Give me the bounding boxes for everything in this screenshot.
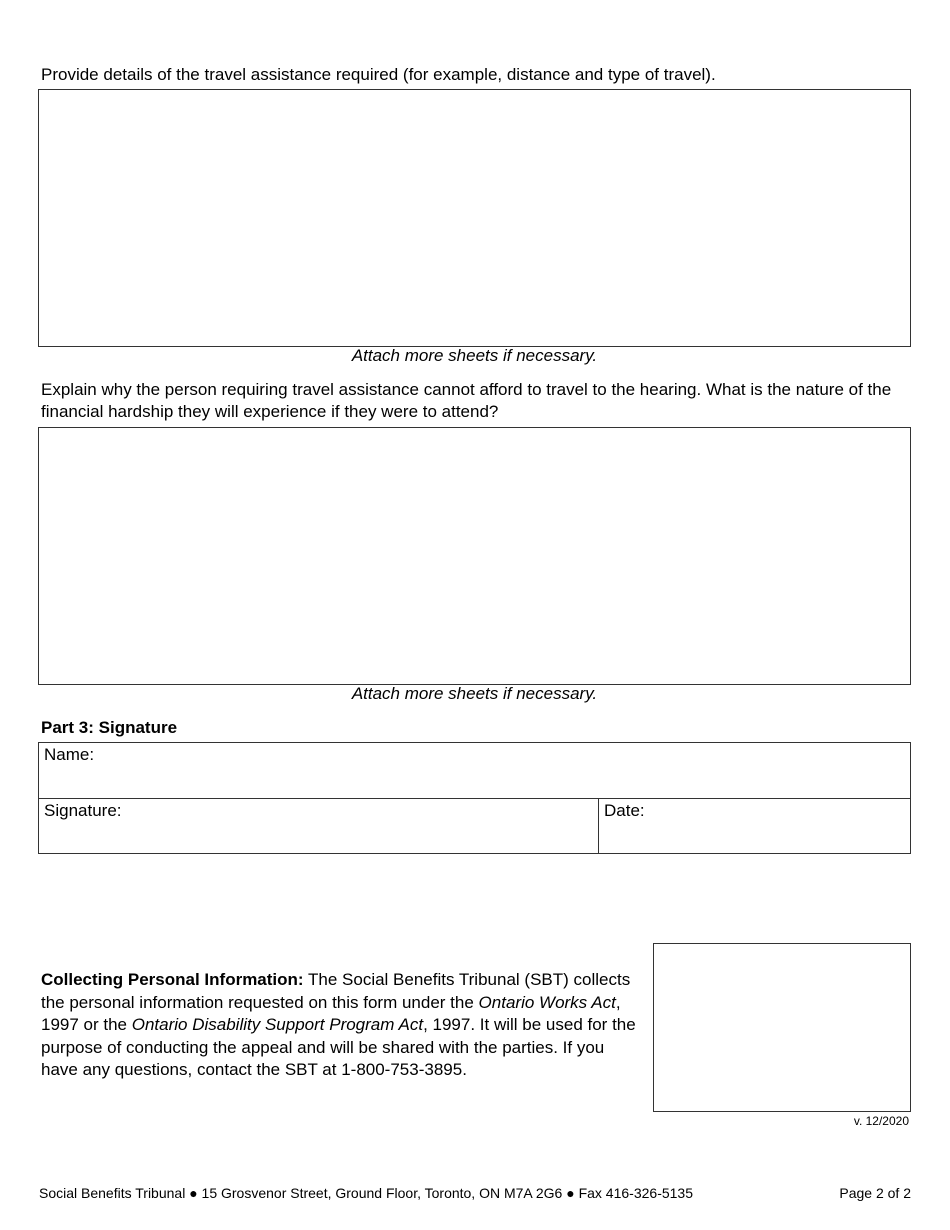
attach-note-2: Attach more sheets if necessary. xyxy=(351,684,598,703)
page-number: Page 2 of 2 xyxy=(839,1185,911,1201)
signature-label: Signature: xyxy=(44,801,122,820)
privacy-text-1: The Social Benefits Tribunal (SBT) collects the personal information requested on this form under the xyxy=(41,970,631,1012)
attach-note-1: Attach more sheets if necessary. xyxy=(351,346,598,365)
privacy-text-3: , 1997. It will be used for the purpose of conducting the appeal and will be shared with the parties. If you have any questions, contact the SBT at 1-800-753-3895. xyxy=(41,1015,636,1079)
privacy-notice xyxy=(41,969,641,1082)
privacy-heading: Collecting Personal Information: xyxy=(41,970,304,989)
part3-heading: Part 3: Signature xyxy=(41,718,178,737)
odsp-act: Ontario Disability Support Program Act xyxy=(131,1015,424,1034)
privacy-text-2: , 1997 or the xyxy=(41,992,621,1034)
footer-address: Social Benefits Tribunal ● 15 Grosvenor Street, Ground Floor, Toronto, ON M7A 2G6 ● Fax 416-326-5135 xyxy=(39,1185,693,1201)
form-version: v. 12/2020 xyxy=(853,1114,909,1128)
travel-details-field[interactable] xyxy=(38,89,911,347)
ontario-works-act: Ontario Works Act xyxy=(478,992,616,1012)
financial-hardship-question: Explain why the person requiring travel assistance cannot afford to travel to the hearing. What is the nature of the financial hardship they will experience if they were to attend? xyxy=(41,380,892,421)
date-field[interactable] xyxy=(598,798,911,854)
travel-details-question: Provide details of the travel assistance required (for example, distance and type of travel). xyxy=(41,65,716,84)
financial-hardship-field[interactable] xyxy=(38,427,911,685)
name-field[interactable] xyxy=(38,742,911,799)
signature-field[interactable] xyxy=(38,798,599,854)
date-label: Date: xyxy=(604,801,645,820)
office-use-box xyxy=(653,943,911,1112)
name-label: Name: xyxy=(44,745,95,764)
